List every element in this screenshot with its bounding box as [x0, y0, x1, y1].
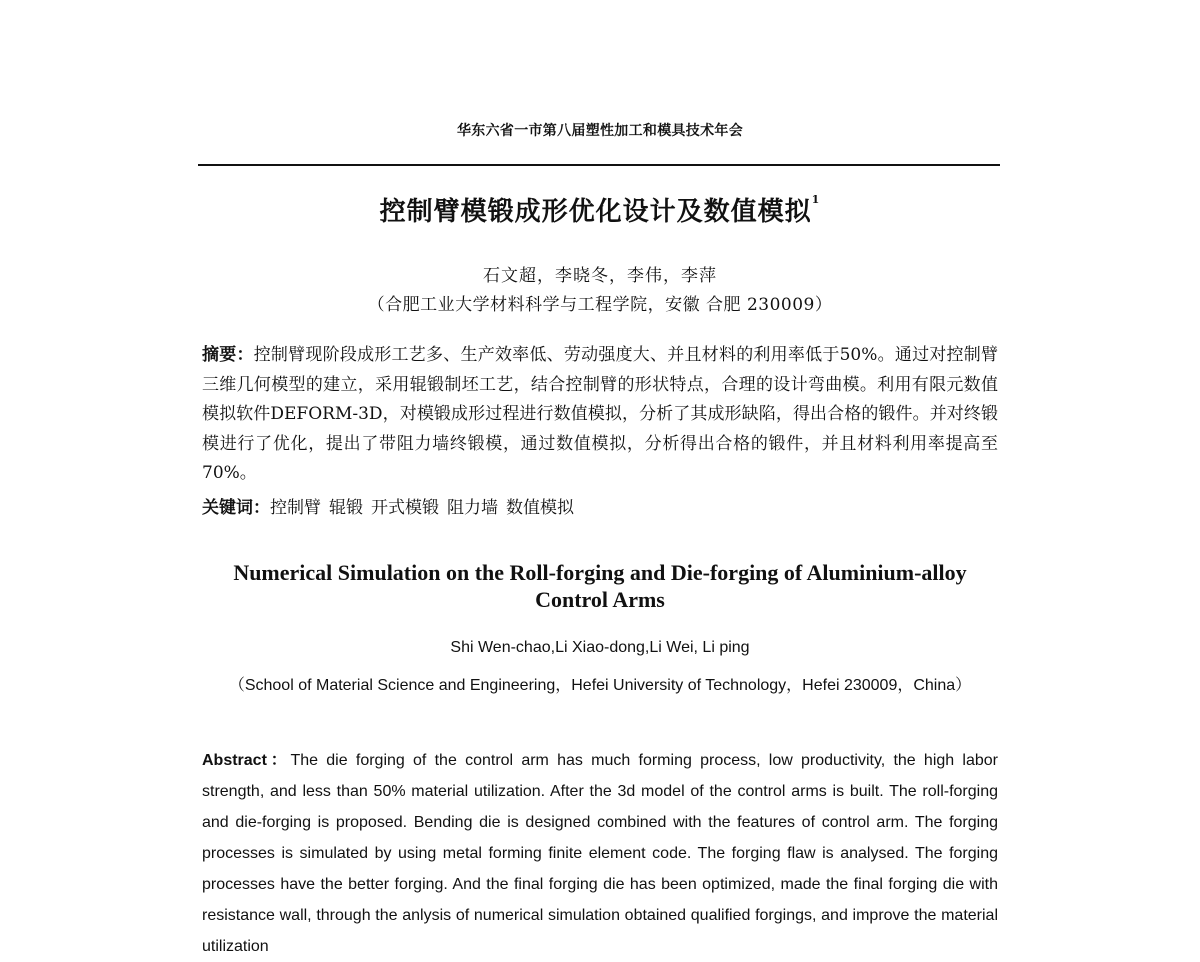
english-title-line1: Numerical Simulation on the Roll-forging and Die-forging of Aluminium-alloy	[233, 560, 967, 585]
chinese-abstract	[202, 341, 998, 489]
keyword: 阻力墙	[447, 498, 498, 518]
chinese-title	[0, 191, 1200, 228]
chinese-affiliation: （合肥工业大学材料科学与工程学院，安徽 合肥 230009）	[367, 295, 833, 315]
chinese-abstract-label: 摘要：	[202, 345, 254, 365]
chinese-keywords	[202, 493, 998, 518]
keyword: 辊锻	[329, 498, 363, 518]
english-abstract	[202, 745, 998, 962]
english-title-line2: Control Arms	[535, 587, 665, 612]
chinese-keywords-label: 关键词：	[202, 498, 270, 518]
chinese-title-text: 控制臂模锻成形优化设计及数值模拟	[379, 197, 812, 227]
english-abstract-text: The die forging of the control arm has much forming process, low productivity, the high labor strength, and less than 50% material utilization. After the 3d model of the control arms is built. The roll-forging and die-forging is proposed. Bending die is designed combined with the features of control arm. The forging processes is simulated by using metal forming finite element code. The forging flaw is analysed. The forging processes have the better forging. And the final forging die has been optimized, made the final forging die with resistance wall, through the anlysis of numerical simulation obtained qualified forgings, and improve the material utilization	[202, 752, 998, 955]
english-affiliation: （School of Material Science and Engineering，Hefei University of Technology，Hefei 230009，China）	[228, 677, 972, 694]
chinese-abstract-text: 控制臂现阶段成形工艺多、生产效率低、劳动强度大、并且材料的利用率低于50%。通过对控制臂三维几何模型的建立，采用辊锻制坯工艺，结合控制臂的形状特点，合理的设计弯曲模。利用有限元数值模拟软件DEFORM-3D，对模锻成形过程进行数值模拟，分析了其成形缺陷，得出合格的锻件。并对终锻模进行了优化，提出了带阻力墙终锻模，通过数值模拟，分析得出合格的锻件，并且材料利用率提高至70%。	[202, 345, 998, 483]
english-title	[200, 559, 1000, 613]
keyword: 数值模拟	[506, 498, 574, 518]
header-rule	[198, 164, 1000, 166]
keyword: 控制臂	[270, 498, 321, 518]
keyword: 开式模锻	[371, 498, 439, 518]
chinese-authors: 石文超，李晓冬，李伟，李萍	[483, 266, 717, 286]
title-footnote-mark: 1	[811, 193, 821, 206]
english-abstract-label: Abstract：	[202, 752, 291, 769]
english-authors: Shi Wen-chao,Li Xiao-dong,Li Wei, Li ping	[450, 639, 750, 656]
running-head: 华东六省一市第八届塑性加工和模具技术年会	[457, 123, 743, 139]
